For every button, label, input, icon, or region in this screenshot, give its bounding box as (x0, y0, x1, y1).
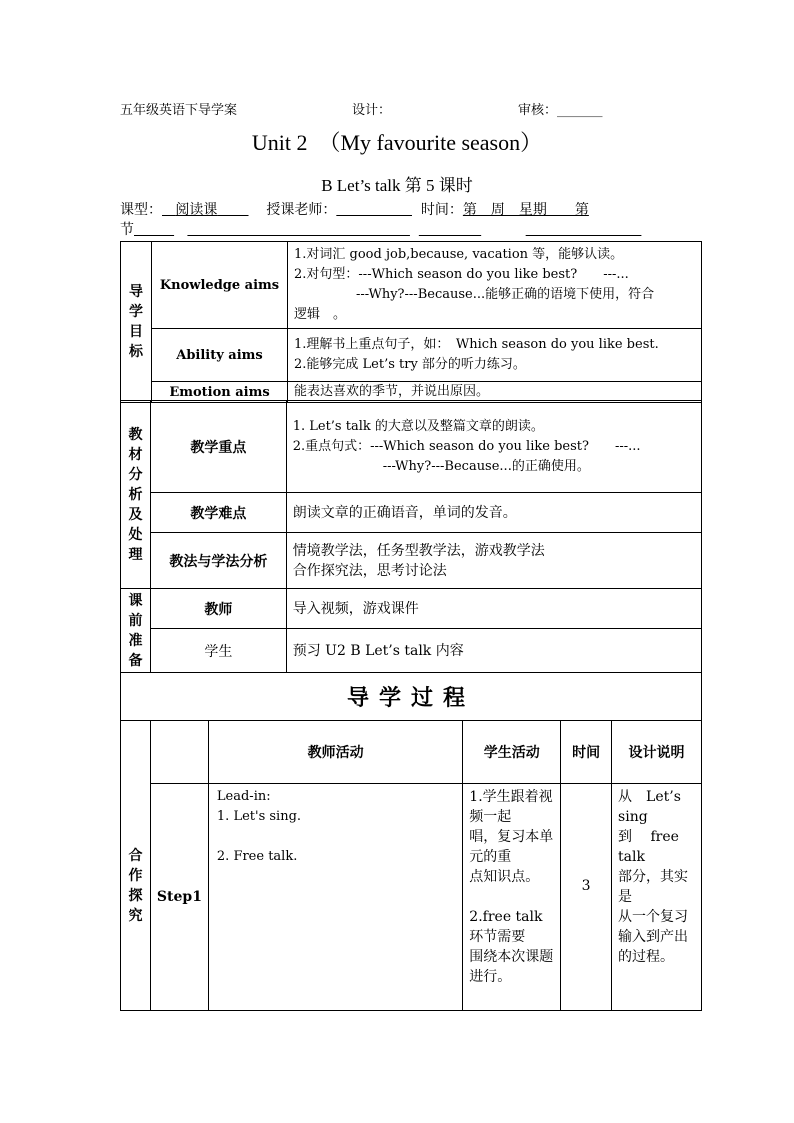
col-design-notes: 设计说明 (612, 721, 702, 784)
aims-group-label: 导 学 目 标 (121, 242, 152, 403)
difficulty-label: 教学难点 (150, 493, 286, 533)
header-doc-name: 五年级英语下导学案 (120, 103, 238, 118)
process-group-label: 合 作 探 究 (121, 721, 151, 1011)
key-points-content: 1. Let’s talk 的大意以及整篇文章的朗读。 2.重点句式：---Which season do you like best? ---... ---Why?---Because...的正确使用。 (286, 401, 701, 493)
lesson-type-value: 阅读课 (175, 202, 218, 218)
step1-time: 3 (561, 784, 612, 1011)
emotion-aims-content: 能表达喜欢的季节，并说出原因。 (288, 382, 702, 403)
section-label: 节 (120, 222, 134, 238)
ability-aims-label: Ability aims (152, 329, 288, 382)
method-content: 情境教学法，任务型教学法，游戏教学法 合作探究法，思考讨论法 (286, 533, 701, 589)
process-heading: 导学过程 (121, 673, 702, 721)
prep-teacher-content: 导入视频，游戏课件 (286, 589, 701, 629)
main-table (120, 400, 702, 1011)
time-value: 第 周 星期 第 (462, 202, 589, 218)
col-teacher-activity: 教师活动 (208, 721, 462, 784)
page-subtitle: B Let’s talk 第 5 课时 (321, 176, 473, 195)
header-design: 设计： (352, 103, 392, 118)
ability-aims-content: 1.理解书上重点句子，如： Which season do you like best. 2.能够完成 Let’s try 部分的听力练习。 (288, 329, 702, 382)
step1-design-notes: 从 Let’s sing 到 free talk 部分，其实是 从一个复习 输入到产出 的过程。 (612, 784, 702, 1011)
step1-label: Step1 (150, 784, 208, 1011)
page-title: Unit 2 （My favourite season） (251, 130, 543, 155)
prep-group-label: 课 前 准 备 (121, 589, 151, 673)
analysis-group-label: 教 材 分 析 及 处 理 (121, 401, 151, 589)
difficulty-content: 朗读文章的正确语音，单词的发音。 (286, 493, 701, 533)
method-label: 教法与学法分析 (150, 533, 286, 589)
teacher-label: 授课老师： (266, 202, 337, 218)
teacher-blank (336, 202, 412, 218)
process-header-blank (150, 721, 208, 784)
prep-student-label: 学生 (150, 629, 286, 673)
col-time: 时间 (561, 721, 612, 784)
step1-teacher-activity: Lead-in: 1. Let's sing. 2. Free talk. (208, 784, 462, 1011)
knowledge-aims-content: 1.对词汇 good job,because, vacation 等，能够认读。 2.对句型：---Which season do you like best? ---... ---Why?---Because...能够正确的语境下使用，符合 逻辑 。 (288, 242, 702, 329)
aims-table (120, 241, 702, 403)
time-label: 时间： (420, 202, 463, 218)
lesson-meta (120, 201, 680, 219)
prep-student-content: 预习 U2 B Let’s talk 内容 (286, 629, 701, 673)
step1-student-activity: 1.学生跟着视频一起 唱，复习本单元的重 点知识点。 2.free talk 环节需要 围绕本次课题进行。 (463, 784, 561, 1011)
prep-teacher-label: 教师 (150, 589, 286, 629)
header-review: 审核：_______ (518, 103, 603, 118)
emotion-aims-label: Emotion aims (152, 382, 288, 403)
key-points-label: 教学重点 (150, 401, 286, 493)
knowledge-aims-label: Knowledge aims (152, 242, 288, 329)
lesson-type-label: 课型： (120, 202, 162, 218)
col-student-activity: 学生活动 (463, 721, 561, 784)
